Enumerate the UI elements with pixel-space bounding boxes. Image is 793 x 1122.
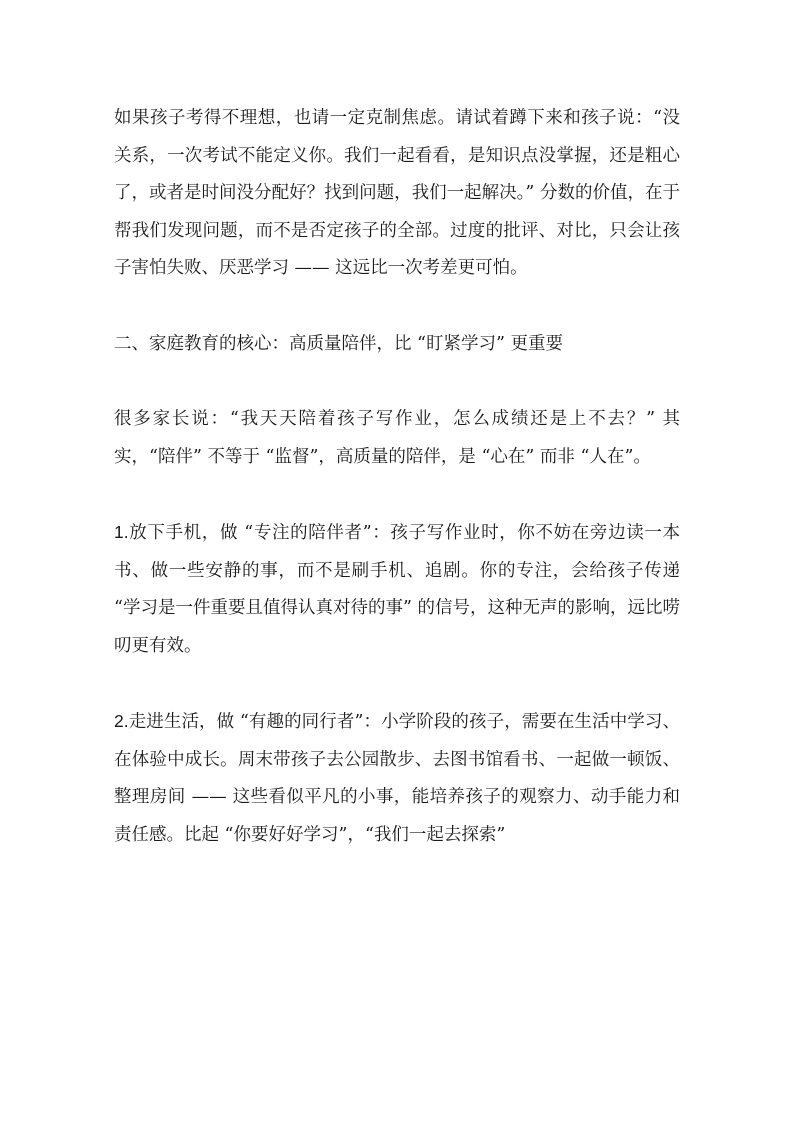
list-item-2 bbox=[114, 703, 680, 854]
list-item-1-number: 1. bbox=[114, 522, 129, 542]
list-item-2-text: 走进生活，做 “有趣的同行者”：小学阶段的孩子，需要在生活中学习、在体验中成长。周末带孩子去公园散步、去图书馆看书、一起做一顿饭、整理房间 —— 这些看似平凡的小事，能培养孩子的观察力、动手能力和责任感。比起 “你要好好学习”，“我们一起去探索” bbox=[114, 712, 680, 845]
paragraph-anxiety: 如果孩子考得不理想，也请一定克制焦虑。请试着蹲下来和孩子说：“没关系，一次考试不能定义你。我们一起看看，是知识点没掌握，还是粗心了，或者是时间没分配好？找到问题，我们一起解决。” 分数的价值，在于帮我们发现问题，而不是否定孩子的全部。过度的批评、对比，只会让孩子害怕失败、厌恶学习 —— 这远比一次考差更可怕。 bbox=[114, 108, 680, 278]
document-body bbox=[114, 100, 680, 854]
list-item-2-number: 2. bbox=[114, 711, 129, 731]
section-heading-2: 二、家庭教育的核心：高质量陪伴，比 “盯紧学习” 更重要 bbox=[114, 333, 564, 354]
list-item-1 bbox=[114, 514, 680, 665]
list-item-1-text: 放下手机，做 “专注的陪伴者”：孩子写作业时，你不妨在旁边读一本书、做一些安静的事，而不是刷手机、追剧。你的专注，会给孩子传递 “学习是一件重要且值得认真对待的事” 的信号，这种无声的影响，远比唠叨更有效。 bbox=[114, 523, 680, 656]
paragraph-companionship: 很多家长说：“我天天陪着孩子写作业，怎么成绩还是上不去？” 其实，“陪伴” 不等于 “监督”，高质量的陪伴，是 “心在” 而非 “人在”。 bbox=[114, 409, 680, 467]
